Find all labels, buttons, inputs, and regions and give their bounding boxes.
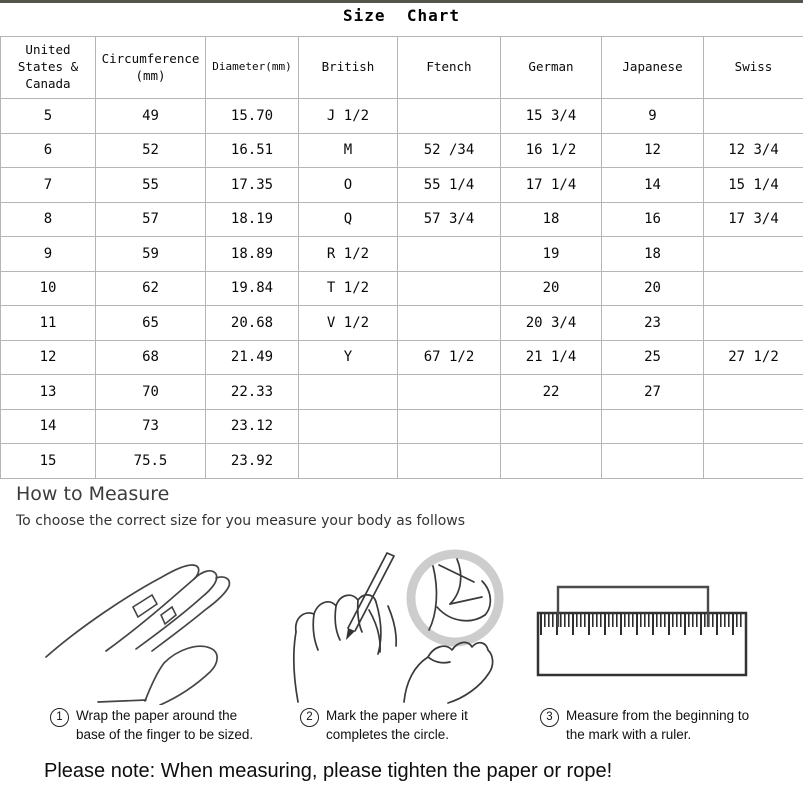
table-cell: 57 [96, 202, 206, 237]
table-cell: 21.49 [206, 340, 299, 375]
table-cell: 52 /34 [398, 133, 501, 168]
step-2-caption [300, 707, 525, 744]
column-header-german: German [501, 37, 602, 99]
table-cell: 52 [96, 133, 206, 168]
table-cell: Y [299, 340, 398, 375]
table-cell: 11 [1, 306, 96, 341]
column-header-british: British [299, 37, 398, 99]
table-cell [704, 375, 803, 410]
table-cell: 18 [501, 202, 602, 237]
table-cell: J 1/2 [299, 99, 398, 134]
table-row [1, 99, 803, 134]
table-cell: 19.84 [206, 271, 299, 306]
table-cell: 27 [602, 375, 704, 410]
column-header-japanese: Japanese [602, 37, 704, 99]
size-chart-table [0, 36, 803, 479]
column-header-circumference: Circumference (mm) [96, 37, 206, 99]
table-cell: 55 1/4 [398, 168, 501, 203]
table-cell: M [299, 133, 398, 168]
step-1-number-badge: 1 [50, 708, 69, 727]
column-header-us-canada: United States & Canada [1, 37, 96, 99]
step-1-caption [50, 707, 295, 744]
table-cell: 75.5 [96, 444, 206, 479]
table-cell: 7 [1, 168, 96, 203]
table-cell [602, 409, 704, 444]
table-cell: 15 3/4 [501, 99, 602, 134]
table-row [1, 306, 803, 341]
table-row [1, 237, 803, 272]
table-cell: 59 [96, 237, 206, 272]
table-cell [704, 444, 803, 479]
table-cell: 25 [602, 340, 704, 375]
table-cell: 20 [602, 271, 704, 306]
table-cell: 21 1/4 [501, 340, 602, 375]
table-cell: 12 [1, 340, 96, 375]
note-text: Please note: When measuring, please tighten the paper or rope! [44, 760, 613, 782]
table-cell [398, 99, 501, 134]
table-cell: 62 [96, 271, 206, 306]
column-header-diameter: Diameter(mm) [206, 37, 299, 99]
table-row [1, 444, 803, 479]
table-cell: 19 [501, 237, 602, 272]
table-cell: 22 [501, 375, 602, 410]
table-cell [704, 306, 803, 341]
table-cell: 18 [602, 237, 704, 272]
table-row [1, 168, 803, 203]
step-2-text: Mark the paper where it completes the circle. [326, 708, 468, 742]
table-cell: 17 3/4 [704, 202, 803, 237]
table-cell: 15 [1, 444, 96, 479]
table-cell: 17.35 [206, 168, 299, 203]
step-2-number-badge: 2 [300, 708, 319, 727]
table-cell: 20 [501, 271, 602, 306]
table-cell: 14 [1, 409, 96, 444]
table-cell: 12 3/4 [704, 133, 803, 168]
table-cell: 57 3/4 [398, 202, 501, 237]
table-cell [398, 237, 501, 272]
table-row [1, 375, 803, 410]
table-cell: 15.70 [206, 99, 299, 134]
table-cell [299, 409, 398, 444]
table-cell: 68 [96, 340, 206, 375]
table-cell: 49 [96, 99, 206, 134]
table-cell: 9 [602, 99, 704, 134]
table-cell [398, 444, 501, 479]
table-row [1, 133, 803, 168]
header-row [1, 37, 803, 99]
table-cell: 14 [602, 168, 704, 203]
size-table-body [1, 99, 803, 479]
step-3-number-badge: 3 [540, 708, 559, 727]
how-to-measure-subheading: To choose the correct size for you measure your body as follows [16, 513, 466, 529]
table-cell: 15 1/4 [704, 168, 803, 203]
table-cell [299, 444, 398, 479]
table-cell: R 1/2 [299, 237, 398, 272]
table-cell: 67 1/2 [398, 340, 501, 375]
table-cell: 13 [1, 375, 96, 410]
how-to-measure-heading: How to Measure [16, 483, 170, 505]
table-cell: 5 [1, 99, 96, 134]
table-cell: 10 [1, 271, 96, 306]
table-cell: O [299, 168, 398, 203]
table-cell: T 1/2 [299, 271, 398, 306]
table-cell: V 1/2 [299, 306, 398, 341]
table-cell: 8 [1, 202, 96, 237]
table-cell: 16 1/2 [501, 133, 602, 168]
step-1-text: Wrap the paper around the base of the finger to be sized. [76, 708, 254, 742]
table-cell [704, 99, 803, 134]
table-cell: 16.51 [206, 133, 299, 168]
table-cell: 18.19 [206, 202, 299, 237]
table-cell: 55 [96, 168, 206, 203]
table-cell [704, 271, 803, 306]
step-3-caption [540, 707, 785, 744]
table-cell: 17 1/4 [501, 168, 602, 203]
table-cell: 20 3/4 [501, 306, 602, 341]
hand-paper-illustration [40, 545, 275, 705]
top-border-bar [0, 0, 803, 3]
table-cell [501, 409, 602, 444]
table-cell [398, 271, 501, 306]
page-title: Size Chart [343, 6, 460, 25]
table-cell [602, 444, 704, 479]
table-cell: 6 [1, 133, 96, 168]
table-row [1, 409, 803, 444]
step-3-text: Measure from the beginning to the mark with a ruler. [566, 708, 750, 742]
table-cell: Q [299, 202, 398, 237]
ruler-illustration [530, 555, 760, 695]
mark-paper-illustration [284, 540, 514, 705]
table-cell: 73 [96, 409, 206, 444]
table-cell: 18.89 [206, 237, 299, 272]
table-cell: 16 [602, 202, 704, 237]
table-cell: 23.12 [206, 409, 299, 444]
table-cell [704, 237, 803, 272]
table-cell: 9 [1, 237, 96, 272]
table-cell: 70 [96, 375, 206, 410]
table-row [1, 340, 803, 375]
table-cell: 27 1/2 [704, 340, 803, 375]
column-header-french: Ftench [398, 37, 501, 99]
table-cell: 23.92 [206, 444, 299, 479]
table-cell [501, 444, 602, 479]
table-cell [299, 375, 398, 410]
column-header-swiss: Swiss [704, 37, 803, 99]
table-row [1, 202, 803, 237]
table-cell [398, 306, 501, 341]
table-cell [398, 409, 501, 444]
table-cell [398, 375, 501, 410]
table-cell: 65 [96, 306, 206, 341]
table-row [1, 271, 803, 306]
table-cell [704, 409, 803, 444]
table-cell: 22.33 [206, 375, 299, 410]
table-cell: 20.68 [206, 306, 299, 341]
table-cell: 12 [602, 133, 704, 168]
table-cell: 23 [602, 306, 704, 341]
